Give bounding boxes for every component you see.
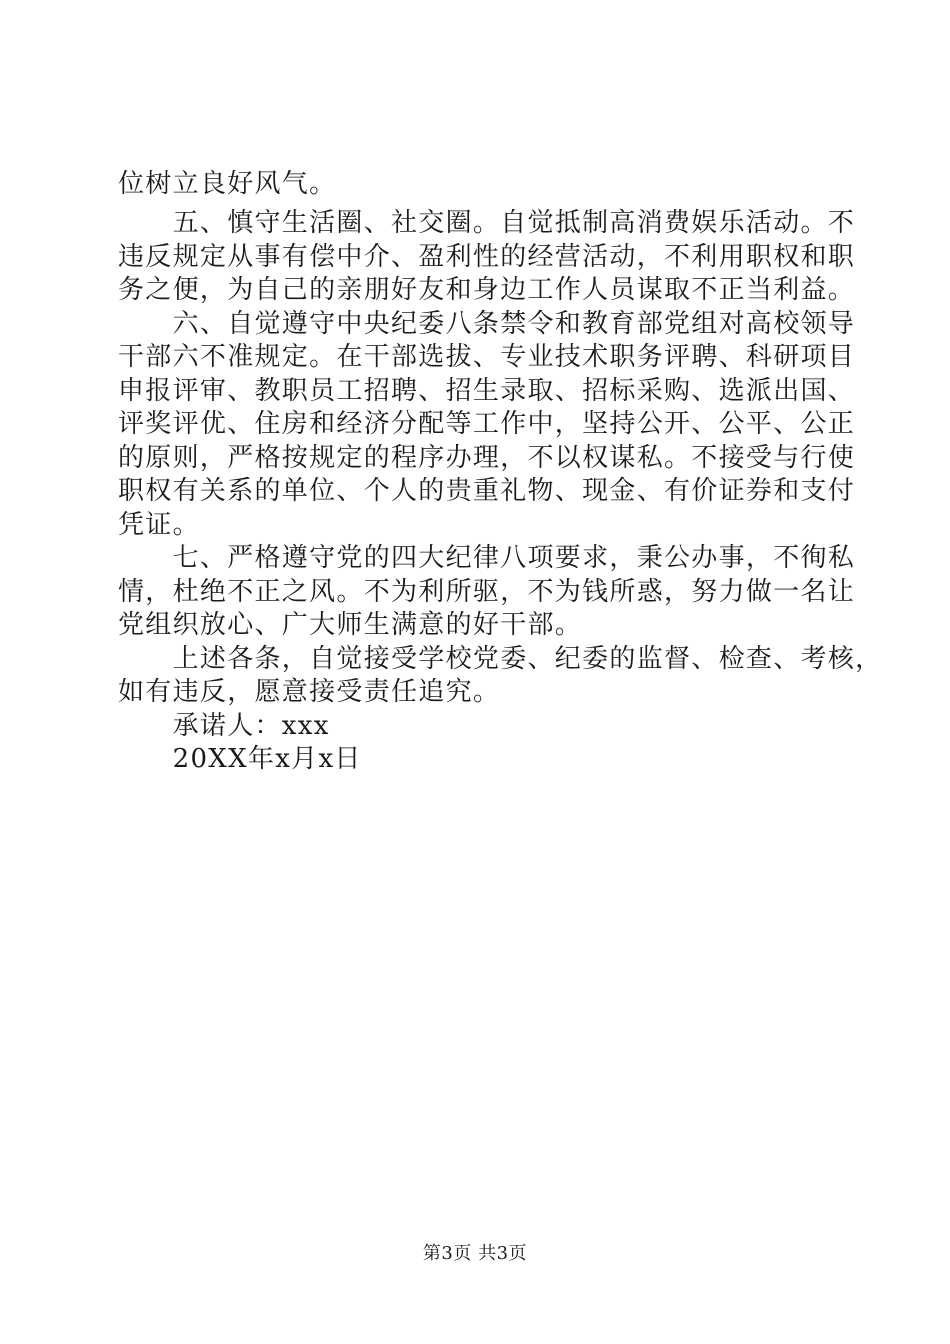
page-number-footer: 第3页 共3页: [422, 1243, 528, 1264]
date-line: 20XX年x月x日: [118, 744, 362, 774]
paragraph-line: 评奖评优、住房和经济分配等工作中，坚持公开、公平、公正: [118, 409, 856, 439]
paragraph-line: 六、自觉遵守中央纪委八条禁令和教育部党组对高校领导: [118, 309, 856, 339]
paragraph-line: 如有违反，愿意接受责任追究。: [118, 677, 501, 707]
signatory-line: 承诺人：xxx: [118, 711, 330, 741]
paragraph-line: 上述各条，自觉接受学校党委、纪委的监督、检查、考核，: [118, 644, 883, 674]
paragraph-line: 位树立良好风气。: [118, 169, 337, 199]
paragraph-line: 五、慎守生活圈、社交圈。自觉抵制高消费娱乐活动。不: [118, 208, 856, 238]
paragraph-line: 职权有关系的单位、个人的贵重礼物、现金、有价证券和支付: [118, 476, 856, 506]
paragraph-line: 违反规定从事有偿中介、盈利性的经营活动，不利用职权和职: [118, 242, 856, 272]
paragraph-line: 党组织放心、广大师生满意的好干部。: [118, 610, 583, 640]
paragraph-line: 务之便，为自己的亲朋好友和身边工作人员谋取不正当利益。: [118, 275, 856, 305]
paragraph-line: 的原则，严格按规定的程序办理，不以权谋私。不接受与行使: [118, 443, 856, 473]
paragraph-line: 情，杜绝不正之风。不为利所驱，不为钱所惑，努力做一名让: [118, 577, 856, 607]
paragraph-line: 七、严格遵守党的四大纪律八项要求，秉公办事，不徇私: [118, 543, 856, 573]
paragraph-line: 干部六不准规定。在干部选拔、专业技术职务评聘、科研项目: [118, 342, 856, 372]
paragraph-line: 凭证。: [118, 510, 200, 540]
paragraph-line: 申报评审、教职员工招聘、招生录取、招标采购、选派出国、: [118, 376, 856, 406]
